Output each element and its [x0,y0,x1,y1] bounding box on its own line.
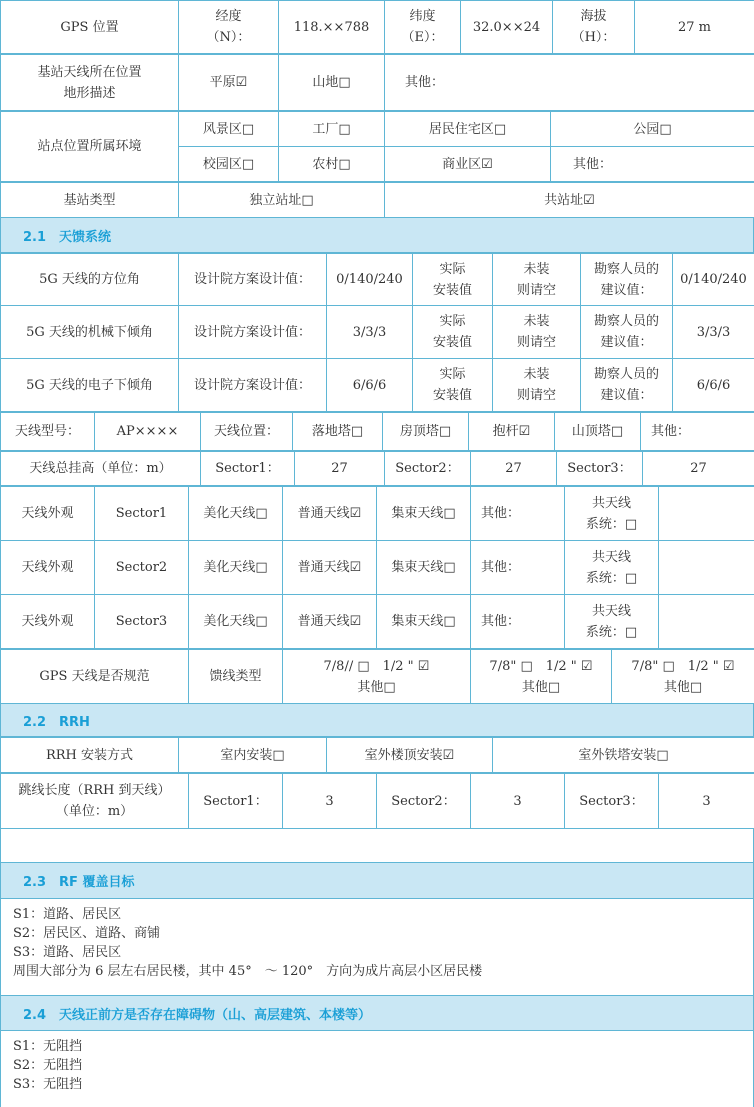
altitude-label: 海拔 （H）： [553,1,635,54]
survey-suggest-label: 勘察人员的 建议值： [581,359,673,412]
jumper-s3-value: 3 [659,774,754,829]
feeder-sector2-options[interactable]: 7/8" □ 1/2 " ☑ 其他□ [471,650,612,704]
azimuth-label: 5G 天线的方位角 [1,254,179,306]
section-2-4-title: 2.4 天线正前方是否存在障碍物（山、高层建筑、本楼等） [23,1004,371,1023]
appearance-label: 天线外观 [1,541,95,595]
env-residential-option[interactable]: 居民住宅区□ [385,112,551,147]
blank-row [0,829,754,863]
pos-pole-option[interactable]: 抱杆☑ [469,413,555,451]
appearance-row-sector3 [1,595,754,649]
latitude-value: 32.0××24 [461,1,553,54]
app-beautified-option[interactable]: 美化天线□ [189,487,283,541]
azimuth-design-value: 0/140/240 [327,254,413,306]
antenna-height-table [0,451,754,486]
app-other-field[interactable]: 其他： [471,595,565,649]
model-value: AP×××× [95,413,201,451]
actual-install-label: 实际 安装值 [413,254,493,306]
gps-label: GPS 位置 [1,1,179,54]
jumper-s1-value: 3 [283,774,377,829]
app-other-field[interactable]: 其他： [471,487,565,541]
site-type-label: 基站类型 [1,183,179,218]
coverage-line: S3：道路、居民区 [13,943,753,962]
gps-row [1,1,754,54]
obstruction-line: S3：无阻挡 [13,1075,753,1094]
app-beautified-option[interactable]: 美化天线□ [189,595,283,649]
azimuth-row [1,254,754,306]
design-value-label: 设计院方案设计值： [179,306,327,359]
obstruction-line: S1：无阻挡 [13,1037,753,1056]
antenna-height-row [1,452,754,486]
app-empty-cell [659,487,754,541]
jumper-length-row [1,774,754,829]
coverage-line: S2：居民区、道路、商铺 [13,924,753,943]
terrain-row [1,55,754,111]
section-2-2-title: 2.2 RRH [23,711,90,730]
appearance-label: 天线外观 [1,487,95,541]
app-cluster-option[interactable]: 集束天线□ [377,487,471,541]
empty-if-not-installed[interactable]: 未装 则请空 [493,359,581,412]
rrh-roof-option[interactable]: 室外楼顶安装☑ [327,738,493,773]
app-shared-option[interactable]: 共天线 系统：□ [565,541,659,595]
site-standalone-option[interactable]: 独立站址□ [179,183,385,218]
jumper-length-label: 跳线长度（RRH 到天线） （单位：m） [1,774,189,829]
height-label: 天线总挂高（单位：m） [1,452,201,486]
sector3-label: Sector3： [565,774,659,829]
environment-label: 站点位置所属环境 [1,112,179,182]
sector2-label: Sector2： [377,774,471,829]
position-label: 天线位置： [201,413,293,451]
coverage-line: 周围大部分为 6 层左右居民楼，其中 45° ～ 120° 方向为成片高层小区居民楼 [13,962,753,981]
mech-tilt-survey-value: 3/3/3 [673,306,754,359]
feeder-sector1-options[interactable]: 7/8// □ 1/2 " ☑ 其他□ [283,650,471,704]
rrh-indoor-option[interactable]: 室内安装□ [179,738,327,773]
env-commercial-option[interactable]: 商业区☑ [385,147,551,182]
section-2-3-title: 2.3 RF 覆盖目标 [23,871,134,890]
app-cluster-option[interactable]: 集束天线□ [377,541,471,595]
elec-tilt-label: 5G 天线的电子下倾角 [1,359,179,412]
site-shared-option[interactable]: 共站址☑ [385,183,754,218]
rrh-install-row [1,738,754,773]
obstruction-line: S2：无阻挡 [13,1056,753,1075]
app-shared-option[interactable]: 共天线 系统：□ [565,487,659,541]
env-campus-option[interactable]: 校园区□ [179,147,279,182]
sector3-label: Sector3： [557,452,643,486]
app-cluster-option[interactable]: 集束天线□ [377,595,471,649]
app-empty-cell [659,595,754,649]
antenna-angle-table [0,253,754,412]
env-factory-option[interactable]: 工厂□ [279,112,385,147]
elec-tilt-design-value: 6/6/6 [327,359,413,412]
longitude-label: 经度 （N）： [179,1,279,54]
env-scenic-option[interactable]: 风景区□ [179,112,279,147]
section-2-3-header [0,863,754,899]
height-s1-value: 27 [295,452,385,486]
mech-tilt-label: 5G 天线的机械下倾角 [1,306,179,359]
survey-suggest-label: 勘察人员的 建议值： [581,254,673,306]
gps-standard-label: GPS 天线是否规范 [1,650,189,704]
app-normal-option[interactable]: 普通天线☑ [283,541,377,595]
env-rural-option[interactable]: 农村□ [279,147,385,182]
section-2-4-header [0,996,754,1031]
env-other-field[interactable]: 其他： [551,147,754,182]
section-2-2-header [0,704,754,737]
terrain-plain-option[interactable]: 平原☑ [179,55,279,111]
actual-install-label: 实际 安装值 [413,359,493,412]
mech-tilt-row [1,306,754,359]
terrain-label: 基站天线所在位置 地形描述 [1,55,179,111]
appearance-label: 天线外观 [1,595,95,649]
app-shared-option[interactable]: 共天线 系统：□ [565,595,659,649]
empty-if-not-installed[interactable]: 未装 则请空 [493,306,581,359]
appearance-row-sector2 [1,541,754,595]
app-other-field[interactable]: 其他： [471,541,565,595]
gps-feeder-row [1,650,754,704]
pos-roof-tower-option[interactable]: 房顶塔□ [383,413,469,451]
model-label: 天线型号： [1,413,95,451]
site-type-table [0,182,754,218]
elec-tilt-survey-value: 6/6/6 [673,359,754,412]
app-normal-option[interactable]: 普通天线☑ [283,487,377,541]
environment-row-1 [1,112,754,147]
empty-if-not-installed[interactable]: 未装 则请空 [493,254,581,306]
app-beautified-option[interactable]: 美化天线□ [189,541,283,595]
feeder-type-label: 馈线类型 [189,650,283,704]
latitude-label: 纬度（E）： [385,1,461,54]
site-type-row [1,183,754,218]
terrain-mountain-option[interactable]: 山地□ [279,55,385,111]
section-2-1-title: 2.1 天馈系统 [23,226,111,245]
coverage-line: S1：道路、居民区 [13,905,753,924]
design-value-label: 设计院方案设计值： [179,254,327,306]
app-empty-cell [659,541,754,595]
antenna-model-row [1,413,754,451]
rf-coverage-targets [0,899,754,996]
feeder-sector3-options[interactable]: 7/8" □ 1/2 " ☑ 其他□ [612,650,754,704]
sector1-label: Sector1： [201,452,295,486]
rrh-install-label: RRH 安装方式 [1,738,179,773]
elec-tilt-row [1,359,754,412]
sector1-label: Sector1： [189,774,283,829]
antenna-appearance-table [0,486,754,649]
antenna-model-table [0,412,754,451]
app-normal-option[interactable]: 普通天线☑ [283,595,377,649]
section-2-1-header [0,218,754,253]
pos-other-field[interactable]: 其他： [641,413,754,451]
altitude-value: 27 m [635,1,754,54]
pos-ground-tower-option[interactable]: 落地塔□ [293,413,383,451]
actual-install-label: 实际 安装值 [413,306,493,359]
height-s3-value: 27 [643,452,754,486]
terrain-table [0,54,754,111]
gps-feeder-table [0,649,754,704]
design-value-label: 设计院方案设计值： [179,359,327,412]
height-s2-value: 27 [471,452,557,486]
mech-tilt-design-value: 3/3/3 [327,306,413,359]
rrh-tower-option[interactable]: 室外铁塔安装□ [493,738,754,773]
appearance-row-sector1 [1,487,754,541]
env-park-option[interactable]: 公园□ [551,112,754,147]
appearance-sector: Sector3 [95,595,189,649]
appearance-sector: Sector2 [95,541,189,595]
jumper-length-table [0,773,754,829]
terrain-other-field[interactable]: 其他： [385,55,754,111]
environment-table [0,111,754,182]
rrh-install-table [0,737,754,773]
appearance-sector: Sector1 [95,487,189,541]
survey-suggest-label: 勘察人员的 建议值： [581,306,673,359]
sector2-label: Sector2： [385,452,471,486]
pos-hill-tower-option[interactable]: 山顶塔□ [555,413,641,451]
jumper-s2-value: 3 [471,774,565,829]
site-info-table [0,0,754,54]
azimuth-survey-value: 0/140/240 [673,254,754,306]
longitude-value: 118.××788 [279,1,385,54]
obstruction-info [0,1031,754,1107]
